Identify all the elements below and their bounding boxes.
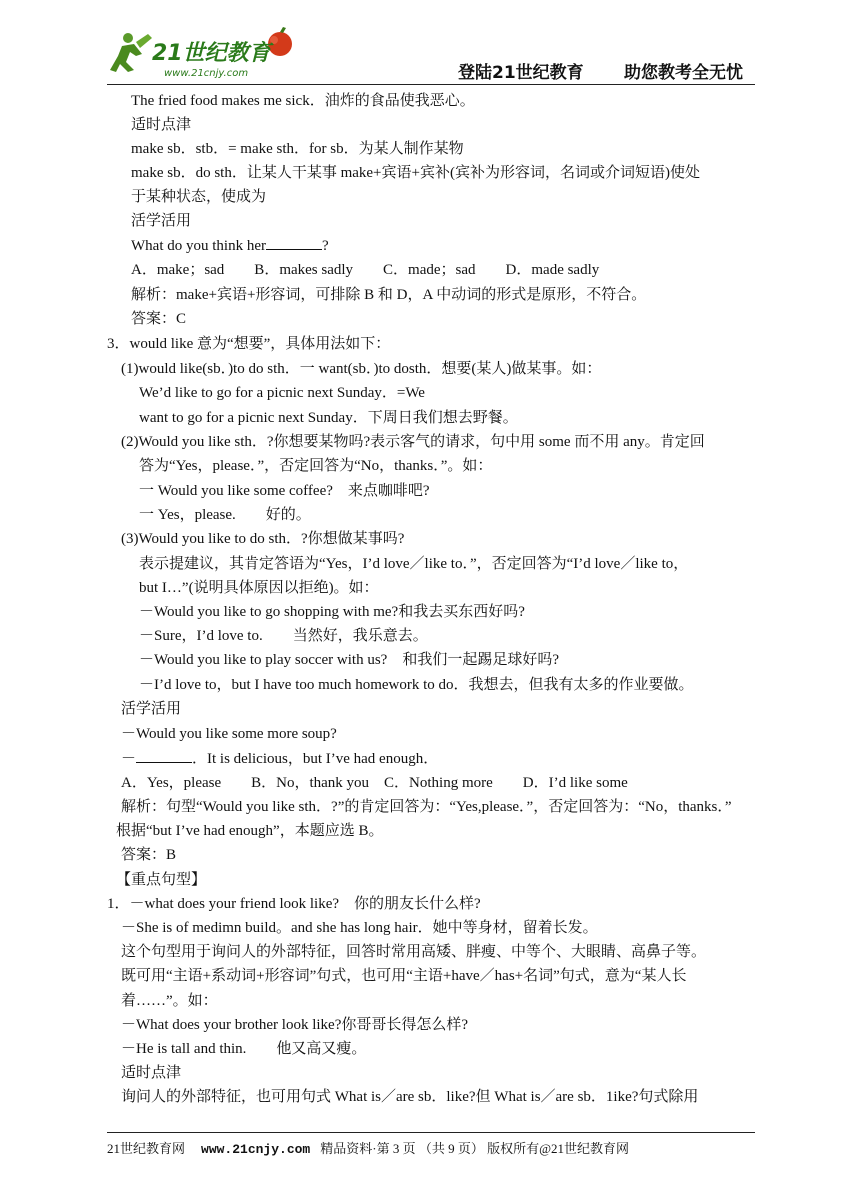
text-line — [139, 481, 430, 501]
line-text: 根据“but I’ve had enough”，本题应选 B。 — [116, 823, 384, 839]
answer-blank — [266, 235, 322, 250]
line-text: 答为“Yes，please．”，否定回答为“No，thanks．”。如： — [139, 458, 493, 474]
text-line — [121, 918, 598, 938]
text-line — [121, 991, 218, 1011]
line-text: 适时点津 — [131, 117, 192, 133]
answer-blank — [136, 748, 192, 763]
text-line — [121, 432, 705, 452]
text-line — [131, 91, 475, 111]
line-text: 活学活用 — [131, 213, 192, 229]
line-text: －Would you like to play soccer with us? 和我们一起踢足球好吗? — [139, 652, 559, 668]
line-text: 一 Would you like some coffee? 来点咖啡吧? — [139, 483, 430, 499]
footer-divider — [107, 1132, 755, 1133]
site-logo — [108, 26, 308, 82]
line-text-after-blank: ? — [321, 238, 329, 254]
text-line — [116, 870, 206, 890]
line-text: 这个句型用于询问人的外部特征，回答时常用高矮、胖瘦、中等个、大眼睛、高鼻子等。 — [121, 944, 707, 960]
line-text: 答案：B — [121, 847, 177, 863]
line-text: What do you think her — [131, 238, 266, 254]
text-line — [131, 309, 186, 329]
line-text: 【重点句型】 — [116, 872, 207, 888]
text-line — [139, 626, 428, 646]
line-text: 3．would like 意为“想要”，具体用法如下： — [107, 336, 391, 352]
text-line — [121, 966, 686, 986]
text-line — [121, 359, 601, 379]
text-line — [116, 821, 383, 841]
line-text: (2)Would you like sth．?你想要某物吗?表示客气的请求，句中用 some 而不用 any。肯定回 — [121, 434, 705, 450]
text-line — [131, 139, 464, 159]
text-line — [121, 797, 732, 817]
text-line — [139, 602, 525, 622]
tagline-slogan: 助您教考全无忧 — [624, 63, 743, 83]
text-line — [131, 260, 599, 280]
apple-icon — [268, 27, 292, 56]
line-text: 于某种状态，使成为 — [131, 189, 267, 205]
text-line — [121, 1015, 468, 1035]
line-text: － — [121, 751, 137, 767]
text-line — [121, 1063, 181, 1083]
line-text: 答案：C — [131, 311, 187, 327]
line-text: A．make；sad B．makes sadly C．made；sad D．made sadly — [131, 262, 600, 278]
line-text: －Sure，I’d love to. 当然好，我乐意去。 — [139, 628, 428, 644]
text-line — [121, 773, 628, 793]
line-text: 适时点津 — [121, 1065, 182, 1081]
line-text: 询问人的外部特征，也可用句式 What is／are sb．like?但 What is／are sb．1ike?句式除用 — [121, 1089, 699, 1105]
text-line — [107, 334, 390, 354]
running-figure-icon — [110, 33, 152, 72]
text-line — [121, 699, 181, 719]
text-line — [107, 894, 481, 914]
text-line — [121, 748, 438, 769]
text-line — [121, 724, 337, 744]
line-text: A．Yes，please B．No，thank you C．Nothing more D．I’d like some — [121, 775, 628, 791]
footer-page-info: 精品资料·第 3 页 （共 9 页） 版权所有@21世纪教育网 — [320, 1141, 630, 1156]
line-text: want to go for a picnic next Sunday．下周日我们想去野餐。 — [139, 410, 518, 426]
text-line — [121, 942, 706, 962]
line-text: 1．－what does your friend look like? 你的朋友长什么样? — [107, 896, 481, 912]
text-line — [139, 456, 492, 476]
line-text: The fried food makes me sick．油炸的食品使我恶心。 — [131, 93, 475, 109]
text-line — [131, 285, 646, 305]
line-text: 活学活用 — [121, 701, 182, 717]
line-text: make sb．stb．= make sth．for sb．为某人制作某物 — [131, 141, 464, 157]
line-text: We’d like to go for a picnic next Sunday．=We — [139, 385, 425, 401]
text-line — [121, 1087, 698, 1107]
text-line — [131, 115, 191, 135]
header-divider — [107, 84, 755, 85]
text-line — [139, 675, 694, 695]
text-line — [139, 650, 559, 670]
line-text: 着……”。如： — [121, 993, 218, 1009]
text-line — [139, 505, 311, 525]
text-line — [131, 163, 700, 183]
line-text: 解析：make+宾语+形容词，可排除 B 和 D，A 中动词的形式是原形，不符合。 — [131, 287, 647, 303]
line-text: make sb．do sth．让某人干某事 make+宾语+宾补(宾补为形容词，名词或介词短语)使处 — [131, 165, 700, 181]
text-line — [139, 408, 518, 428]
line-text: 一 Yes，please. 好的。 — [139, 507, 311, 523]
line-text: 既可用“主语+系动词+形容词”句式，也可用“主语+have／has+名词”句式，意为“某人长 — [121, 968, 687, 984]
line-text: (3)Would you like to do sth．?你想做某事吗? — [121, 531, 405, 547]
text-line — [131, 187, 266, 207]
logo-url: www.21cnjy.com — [164, 68, 249, 79]
line-text: but I…”(说明具体原因以拒绝)。如： — [139, 580, 379, 596]
text-line — [121, 1039, 366, 1059]
line-text: －What does your brother look like?你哥哥长得怎么样? — [121, 1017, 469, 1033]
line-text: －He is tall and thin. 他又高又瘦。 — [121, 1041, 367, 1057]
line-text: －She is of medimn build。and she has long hair．她中等身材，留着长发。 — [121, 920, 598, 936]
line-text: 解析：句型“Would you like sth．?”的肯定回答为：“Yes,please．”，否定回答为：“No，thanks．” — [121, 799, 732, 815]
line-text: －I’d love to，but I have too much homework to do．我想去，但我有太多的作业要做。 — [139, 677, 694, 693]
page-header — [0, 0, 860, 90]
text-line — [121, 845, 176, 865]
text-line — [121, 529, 404, 549]
line-text-after-blank: ．It is delicious，but I’ve had enough． — [192, 751, 439, 767]
line-text: －Would you like to go shopping with me?和我去买东西好吗? — [139, 604, 525, 620]
text-line — [139, 383, 425, 403]
text-line — [131, 211, 191, 231]
text-line — [139, 578, 379, 598]
text-line — [131, 235, 329, 256]
footer-site-name: 21世纪教育网 — [107, 1141, 186, 1156]
line-text: (1)would like(sb．)to do sth．一 want(sb．)to dosth．想要(某人)做某事。如： — [121, 361, 602, 377]
footer-url: www.21cnjy.com — [201, 1142, 311, 1157]
tagline-login: 登陆21世纪教育 — [458, 63, 584, 83]
line-text: 表示提建议，其肯定答语为“Yes，I’d love／like to．”，否定回答为“I’d love／like to， — [139, 556, 689, 572]
line-text: －Would you like some more soup? — [121, 726, 337, 742]
text-line — [139, 554, 688, 574]
logo-wordmark: 21世纪教育 — [152, 41, 271, 66]
page-footer — [107, 1138, 755, 1157]
